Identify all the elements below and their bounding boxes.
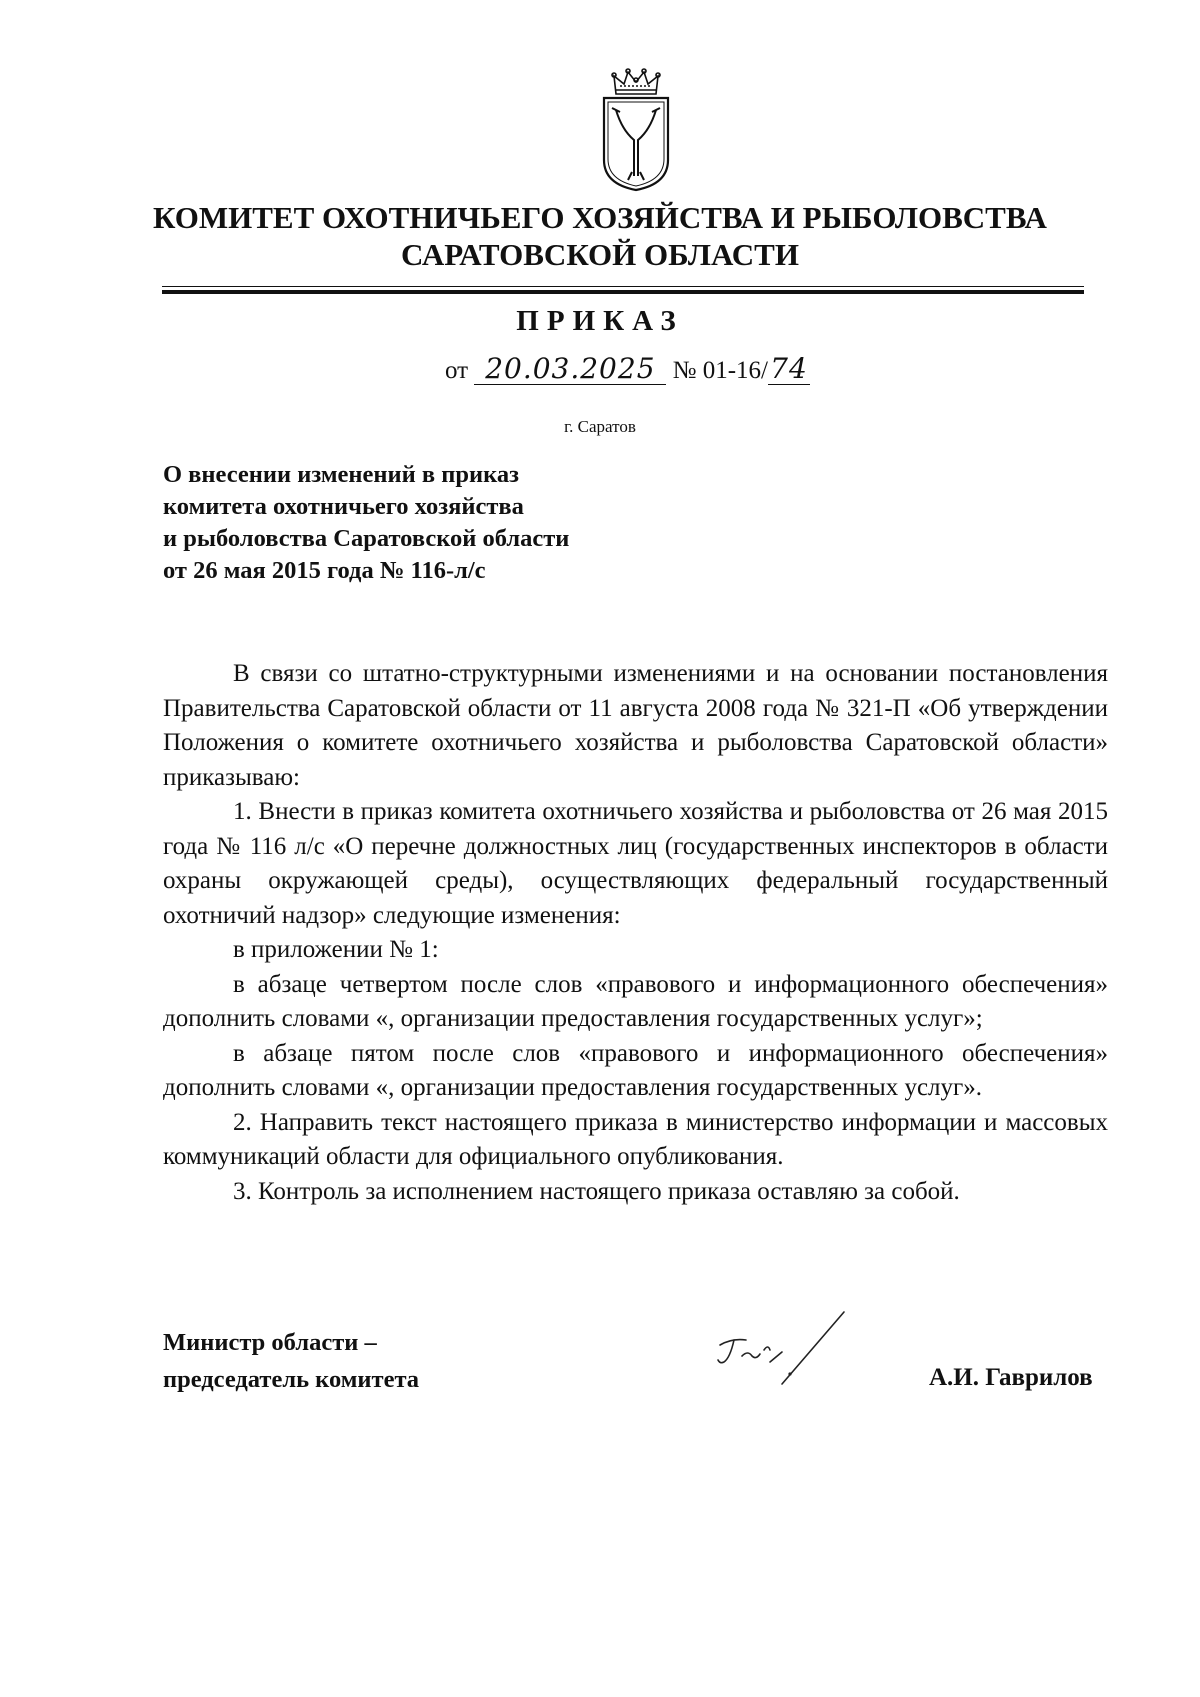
change-paragraph-5: в абзаце пятом после слов «правового и информационного обеспечения» дополнить словами «, организации предоставления государственных услуг». xyxy=(163,1039,1108,1101)
coat-of-arms-icon xyxy=(598,68,674,192)
signatory-name: А.И. Гаврилов xyxy=(929,1364,1093,1391)
item-1-paragraph: 1. Внести в приказ комитета охотничьего хозяйства и рыболовства от 26 мая 2015 года № 116 л/с «О перечне должностных лиц (государственных инспекторов в области охраны окружающей среды), осуществляющих федеральный государственный охотничий надзор» следующие изменения: xyxy=(163,798,1108,929)
appendix-paragraph: в приложении № 1: xyxy=(233,936,439,963)
change-paragraph-4: в абзаце четвертом после слов «правового и информационного обеспечения» дополнить словами «, организации предоставления государственных услуг»; xyxy=(163,970,1108,1032)
date-prefix: от xyxy=(445,357,469,384)
item-2-paragraph: 2. Направить текст настоящего приказа в министерство информации и массовых коммуникаций области для официального опубликования. xyxy=(163,1108,1108,1170)
order-date-number xyxy=(445,353,810,389)
subject-line: от 26 мая 2015 года № 116-л/с xyxy=(163,557,486,584)
position-line-2: председатель комитета xyxy=(163,1366,420,1393)
handwritten-signature-icon xyxy=(712,1300,862,1400)
subject-line: О внесении изменений в приказ xyxy=(163,461,519,488)
number-prefix: № 01-16/ xyxy=(672,357,768,384)
city: г. Саратов xyxy=(564,417,636,436)
item-3-paragraph: 3. Контроль за исполнением настоящего приказа оставляю за собой. xyxy=(233,1177,960,1205)
handwritten-date: 20.03.2025 xyxy=(474,354,666,385)
header-divider-thick xyxy=(162,290,1084,294)
subject-line: комитета охотничьего хозяйства xyxy=(163,493,524,520)
subject-line: и рыболовства Саратовской области xyxy=(163,525,570,552)
order-body xyxy=(163,657,1108,1209)
handwritten-number: 74 xyxy=(768,354,810,385)
order-subject xyxy=(163,459,569,587)
document-title: ПРИКАЗ xyxy=(516,305,684,337)
organization-name-line-1: КОМИТЕТ ОХОТНИЧЬЕГО ХОЗЯЙСТВА И РЫБОЛОВСТВА xyxy=(153,200,1047,235)
preamble-paragraph: В связи со штатно-структурными изменениями и на основании постановления Правительства Саратовской области от 11 августа 2008 года № 321-П «Об утверждении Положения о комитете охотничьего хозяйства и рыболовства Саратовской области» приказываю: xyxy=(163,660,1108,791)
organization-name-line-2: САРАТОВСКОЙ ОБЛАСТИ xyxy=(401,237,799,272)
position-line-1: Министр области – xyxy=(163,1329,377,1356)
header-divider-thin xyxy=(162,286,1084,287)
signatory-position xyxy=(163,1324,419,1398)
